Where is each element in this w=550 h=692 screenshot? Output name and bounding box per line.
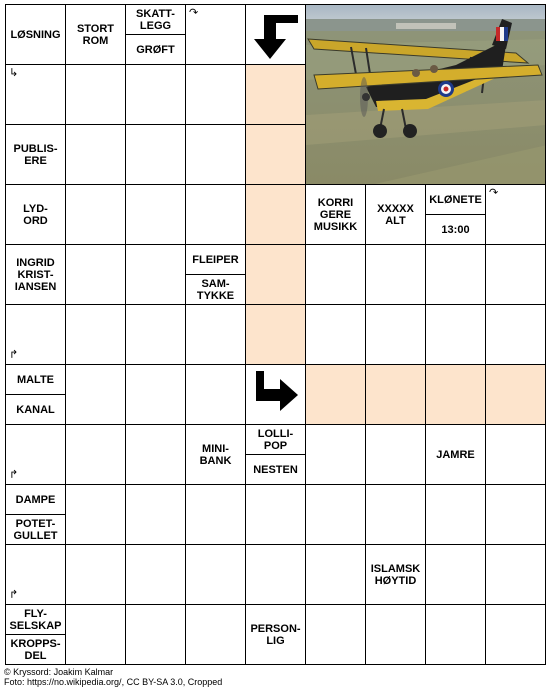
- arrow-r1-c0-icon: ↳: [9, 67, 19, 79]
- answer-cell[interactable]: [125, 184, 186, 245]
- answer-cell[interactable]: [125, 484, 186, 545]
- big-arrow-right-icon: [246, 365, 306, 425]
- answer-cell[interactable]: [65, 304, 126, 365]
- answer-cell[interactable]: [65, 124, 126, 185]
- answer-cell[interactable]: [425, 604, 486, 665]
- arrow-r0-c3-icon: ↷: [189, 7, 199, 19]
- answer-cell[interactable]: [365, 484, 426, 545]
- clue-flyselskap: FLY- SELSKAP: [5, 604, 66, 635]
- clue-malte: MALTE: [5, 364, 66, 395]
- clue-korrigere-musikk: KORRI GERE MUSIKK: [305, 184, 366, 245]
- answer-cell[interactable]: [185, 544, 246, 605]
- biplane-image: [306, 5, 546, 185]
- answer-cell[interactable]: [485, 304, 546, 365]
- clue-lollipop: LOLLI- POP: [245, 424, 306, 455]
- clue-jamre: JAMRE: [425, 424, 486, 485]
- answer-cell[interactable]: [245, 484, 306, 545]
- answer-cell[interactable]: [65, 424, 126, 485]
- answer-cell[interactable]: [65, 364, 126, 425]
- clue-time-1300: 13:00: [425, 214, 486, 245]
- answer-cell[interactable]: [365, 244, 426, 305]
- answer-cell[interactable]: [305, 304, 366, 365]
- answer-cell[interactable]: [425, 544, 486, 605]
- answer-cell[interactable]: [485, 424, 546, 485]
- clue-samtykke: SAM- TYKKE: [185, 274, 246, 305]
- clue-lydord: LYD- ORD: [5, 184, 66, 245]
- answer-cell[interactable]: [425, 484, 486, 545]
- big-arrow-down-icon: [246, 5, 306, 65]
- arrow-r5-c0-icon: ↱: [9, 349, 19, 361]
- clue-potetgullet: POTET- GULLET: [5, 514, 66, 545]
- answer-cell[interactable]: [185, 64, 246, 125]
- answer-cell[interactable]: [185, 124, 246, 185]
- credits: [4, 667, 222, 687]
- answer-cell[interactable]: [305, 244, 366, 305]
- answer-cell[interactable]: [365, 424, 426, 485]
- clue-groft: GRØFT: [125, 34, 186, 65]
- answer-cell[interactable]: [305, 544, 366, 605]
- solution-cell[interactable]: [245, 184, 306, 245]
- answer-cell[interactable]: [125, 244, 186, 305]
- solution-cell[interactable]: [245, 244, 306, 305]
- answer-cell[interactable]: [65, 484, 126, 545]
- answer-cell[interactable]: [305, 424, 366, 485]
- answer-cell[interactable]: [425, 244, 486, 305]
- answer-cell[interactable]: [485, 604, 546, 665]
- arrow-r3-c8-icon: ↷: [489, 187, 499, 199]
- answer-cell[interactable]: [485, 244, 546, 305]
- answer-cell[interactable]: [305, 484, 366, 545]
- answer-cell[interactable]: [125, 304, 186, 365]
- answer-cell[interactable]: [125, 424, 186, 485]
- answer-cell[interactable]: [65, 244, 126, 305]
- solution-cell[interactable]: [305, 364, 366, 425]
- answer-cell[interactable]: [365, 604, 426, 665]
- solution-cell[interactable]: [425, 364, 486, 425]
- answer-cell[interactable]: [125, 544, 186, 605]
- clue-fleiper: FLEIPER: [185, 244, 246, 275]
- clue-ingrid: INGRID KRIST- IANSEN: [5, 244, 66, 305]
- biplane-photo: [305, 4, 546, 185]
- arrow-r9-c0-icon: ↱: [9, 589, 19, 601]
- arrow-r7-c0-icon: ↱: [9, 469, 19, 481]
- credits-photo: Foto: https://no.wikipedia.org/, CC BY-SA 3.0, Cropped: [4, 677, 223, 687]
- solution-cell[interactable]: [245, 64, 306, 125]
- answer-cell[interactable]: [125, 124, 186, 185]
- answer-cell[interactable]: [485, 484, 546, 545]
- clue-klonete: KLØNETE: [425, 184, 486, 215]
- answer-cell[interactable]: [65, 604, 126, 665]
- clue-xxxxx-alt: XXXXX ALT: [365, 184, 426, 245]
- answer-cell[interactable]: [65, 184, 126, 245]
- solution-cell[interactable]: [365, 364, 426, 425]
- clue-islamsk-hoytid: ISLAMSK HØYTID: [365, 544, 426, 605]
- answer-cell[interactable]: [245, 544, 306, 605]
- credits-author: © Kryssord: Joakim Kalmar: [4, 667, 114, 677]
- answer-cell[interactable]: [305, 604, 366, 665]
- answer-cell[interactable]: [485, 544, 546, 605]
- answer-cell[interactable]: [185, 364, 246, 425]
- answer-cell[interactable]: [65, 544, 126, 605]
- answer-cell[interactable]: [185, 604, 246, 665]
- answer-cell[interactable]: [425, 304, 486, 365]
- clue-skattlegg: SKATT- LEGG: [125, 4, 186, 35]
- solution-cell[interactable]: [245, 304, 306, 365]
- answer-cell[interactable]: [125, 64, 186, 125]
- solution-cell[interactable]: [485, 364, 546, 425]
- answer-cell[interactable]: [125, 604, 186, 665]
- clue-dampe: DAMPE: [5, 484, 66, 515]
- solution-cell[interactable]: [245, 124, 306, 185]
- clue-kanal: KANAL: [5, 394, 66, 425]
- clue-nesten: NESTEN: [245, 454, 306, 485]
- clue-publisere: PUBLIS- ERE: [5, 124, 66, 185]
- answer-cell[interactable]: [125, 364, 186, 425]
- answer-cell[interactable]: [185, 304, 246, 365]
- clue-kroppsdel: KROPPS- DEL: [5, 634, 66, 665]
- answer-cell[interactable]: [185, 184, 246, 245]
- clue-personlig: PERSON- LIG: [245, 604, 306, 665]
- answer-cell[interactable]: [65, 64, 126, 125]
- answer-cell[interactable]: [185, 484, 246, 545]
- clue-losning: LØSNING: [5, 4, 66, 65]
- clue-stort-rom: STORT ROM: [65, 4, 126, 65]
- answer-cell[interactable]: [365, 304, 426, 365]
- clue-minibank: MINI- BANK: [185, 424, 246, 485]
